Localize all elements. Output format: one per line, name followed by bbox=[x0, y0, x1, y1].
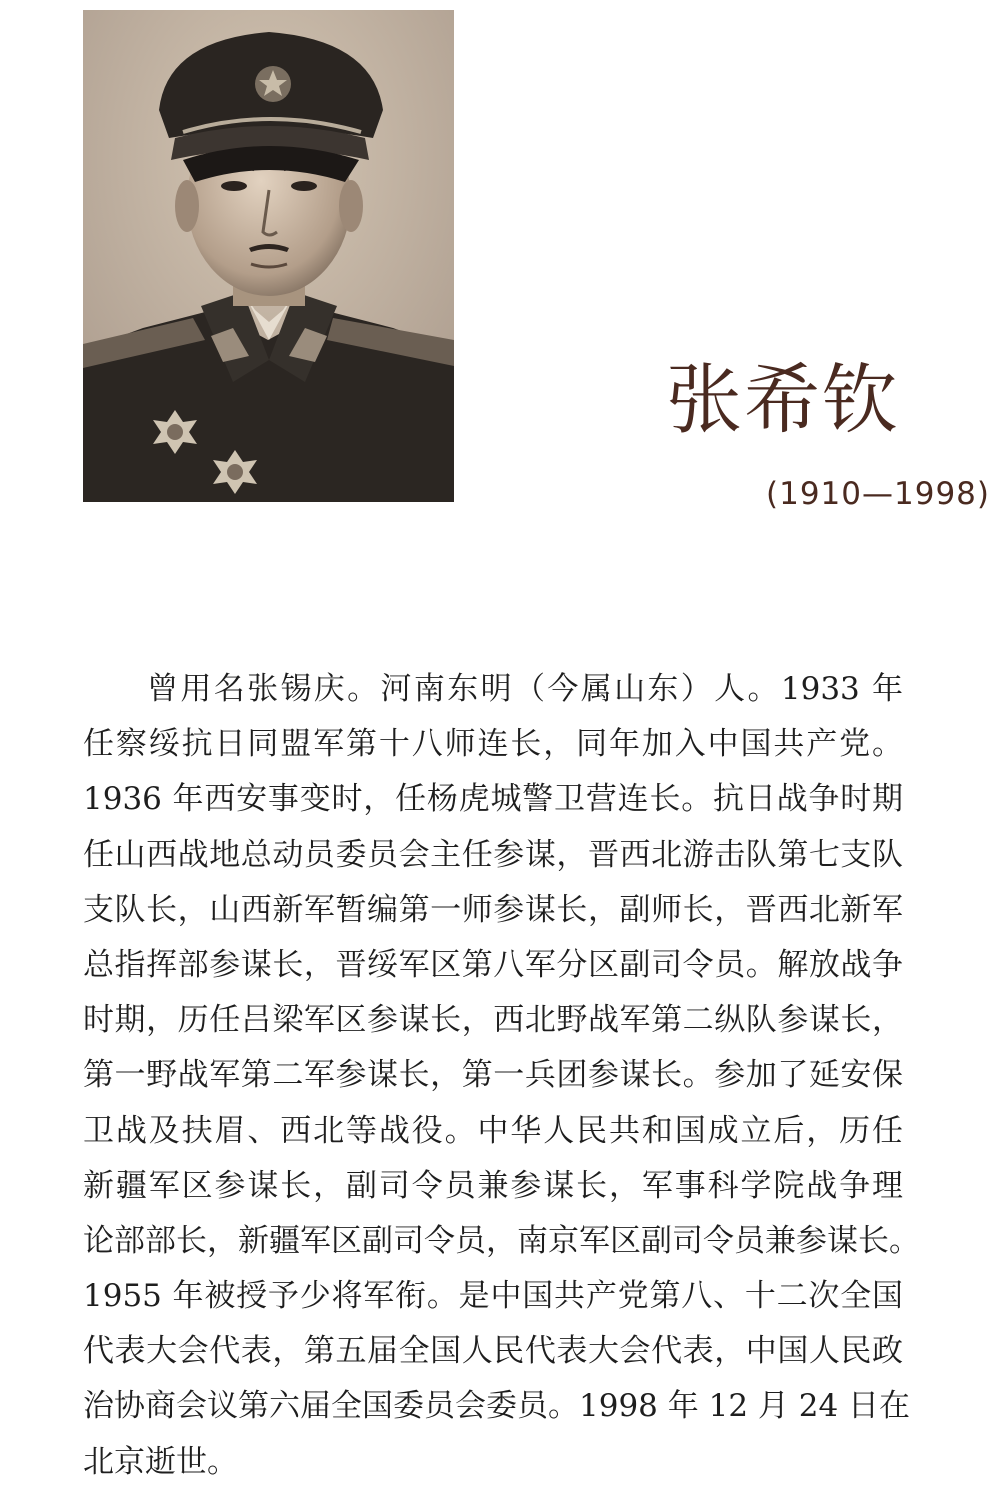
bio-line: 北京逝世。 bbox=[83, 1443, 238, 1480]
bio-line: 新疆军区参谋长，副司令员兼参谋长，军事科学院战争理 bbox=[83, 1167, 903, 1204]
portrait-illustration bbox=[83, 10, 454, 502]
bio-line: 任山西战地总动员委员会主任参谋，晋西北游击队第七支队 bbox=[83, 836, 903, 873]
bio-line: 代表大会代表，第五届全国人民代表大会代表，中国人民政 bbox=[83, 1333, 903, 1370]
bio-line: 支队长，山西新军暂编第一师参谋长，副师长，晋西北新军 bbox=[83, 891, 903, 928]
bio-line: 1936 年西安事变时，任杨虎城警卫营连长。抗日战争时期 bbox=[83, 781, 903, 818]
bio-line: 任察绥抗日同盟军第十八师连长，同年加入中国共产党。 bbox=[83, 726, 903, 763]
cap-badge-icon bbox=[255, 66, 291, 102]
bio-line: 1955 年被授予少将军衔。是中国共产党第八、十二次全国 bbox=[83, 1278, 903, 1315]
bio-line: 卫战及扶眉、西北等战役。中华人民共和国成立后，历任 bbox=[83, 1112, 903, 1149]
bio-line: 时期，历任吕梁军区参谋长，西北野战军第二纵队参谋长， bbox=[83, 1002, 903, 1039]
person-name: 张希钦 bbox=[666, 355, 900, 444]
bio-line: 治协商会议第六届全国委员会委员。1998 年 12 月 24 日在 bbox=[83, 1388, 911, 1425]
bio-line: 第一野战军第二军参谋长，第一兵团参谋长。参加了延安保 bbox=[83, 1057, 903, 1094]
bio-line: 论部部长，新疆军区副司令员，南京军区副司令员兼参谋长。 bbox=[83, 1222, 920, 1259]
bio-line: 曾用名张锡庆。河南东明（今属山东）人。1933 年 bbox=[147, 671, 903, 707]
life-years: (1910—1998) bbox=[766, 476, 990, 512]
portrait-photo bbox=[83, 10, 454, 502]
biography bbox=[83, 662, 920, 1490]
bio-line: 总指挥部参谋长，晋绥军区第八军分区副司令员。解放战争 bbox=[83, 946, 903, 983]
